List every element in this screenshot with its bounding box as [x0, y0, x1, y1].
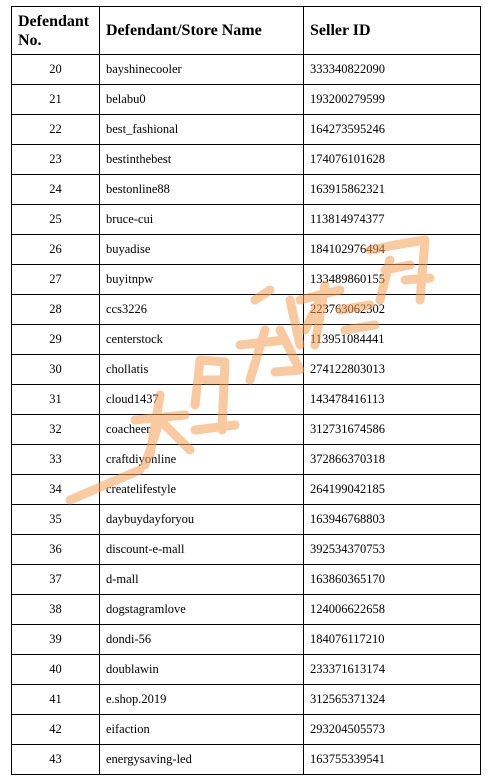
defendant-no-cell: 42	[12, 715, 100, 745]
seller-id-cell: 333340822090	[304, 55, 481, 85]
seller-id-cell: 312731674586	[304, 415, 481, 445]
table-row	[12, 715, 481, 745]
seller-id-cell: 184076117210	[304, 625, 481, 655]
defendant-no-cell: 25	[12, 205, 100, 235]
store-name-cell: bestonline88	[100, 175, 304, 205]
store-name-cell: craftdiyonline	[100, 445, 304, 475]
store-name-cell: discount-e-mall	[100, 535, 304, 565]
seller-id-cell: 392534370753	[304, 535, 481, 565]
table-row	[12, 265, 481, 295]
store-name-cell: coacheer	[100, 415, 304, 445]
table-row	[12, 685, 481, 715]
store-name-cell: belabu0	[100, 85, 304, 115]
defendant-no-cell: 40	[12, 655, 100, 685]
store-name-cell: doublawin	[100, 655, 304, 685]
store-name-cell: ccs3226	[100, 295, 304, 325]
table-row	[12, 385, 481, 415]
seller-id-cell: 274122803013	[304, 355, 481, 385]
defendant-no-cell: 35	[12, 505, 100, 535]
table-row	[12, 415, 481, 445]
defendant-no-cell: 26	[12, 235, 100, 265]
defendant-no-cell: 36	[12, 535, 100, 565]
seller-id-cell: 174076101628	[304, 145, 481, 175]
seller-id-cell: 293204505573	[304, 715, 481, 745]
table-body	[12, 55, 481, 775]
store-name-cell: dogstagramlove	[100, 595, 304, 625]
defendant-table-container	[11, 6, 480, 775]
store-name-cell: best_fashional	[100, 115, 304, 145]
defendant-no-cell: 43	[12, 745, 100, 775]
defendant-no-cell: 41	[12, 685, 100, 715]
store-name-cell: centerstock	[100, 325, 304, 355]
table-row	[12, 295, 481, 325]
store-name-cell: bayshinecooler	[100, 55, 304, 85]
header-store-name: Defendant/Store Name	[100, 7, 304, 55]
defendant-no-cell: 23	[12, 145, 100, 175]
seller-id-cell: 164273595246	[304, 115, 481, 145]
table-row	[12, 55, 481, 85]
seller-id-cell: 233371613174	[304, 655, 481, 685]
seller-id-cell: 193200279599	[304, 85, 481, 115]
table-row	[12, 745, 481, 775]
defendant-no-cell: 27	[12, 265, 100, 295]
seller-id-cell: 223763062302	[304, 295, 481, 325]
seller-id-cell: 163915862321	[304, 175, 481, 205]
table-row	[12, 655, 481, 685]
table-row	[12, 625, 481, 655]
store-name-cell: e.shop.2019	[100, 685, 304, 715]
table-row	[12, 445, 481, 475]
seller-id-cell: 143478416113	[304, 385, 481, 415]
defendant-no-cell: 38	[12, 595, 100, 625]
table-row	[12, 235, 481, 265]
store-name-cell: bestinthebest	[100, 145, 304, 175]
header-row	[12, 7, 481, 55]
table-row	[12, 325, 481, 355]
defendant-no-cell: 22	[12, 115, 100, 145]
store-name-cell: chollatis	[100, 355, 304, 385]
header-seller-id: Seller ID	[304, 7, 481, 55]
store-name-cell: dondi-56	[100, 625, 304, 655]
defendant-table	[11, 6, 481, 775]
defendant-no-cell: 33	[12, 445, 100, 475]
seller-id-cell: 163946768803	[304, 505, 481, 535]
table-row	[12, 505, 481, 535]
table-row	[12, 115, 481, 145]
store-name-cell: bruce-cui	[100, 205, 304, 235]
defendant-no-cell: 32	[12, 415, 100, 445]
seller-id-cell: 163755339541	[304, 745, 481, 775]
table-row	[12, 175, 481, 205]
table-row	[12, 475, 481, 505]
defendant-no-cell: 34	[12, 475, 100, 505]
store-name-cell: cloud1437	[100, 385, 304, 415]
seller-id-cell: 113951084441	[304, 325, 481, 355]
store-name-cell: buyadise	[100, 235, 304, 265]
store-name-cell: eifaction	[100, 715, 304, 745]
seller-id-cell: 133489860155	[304, 265, 481, 295]
store-name-cell: daybuydayforyou	[100, 505, 304, 535]
defendant-no-cell: 31	[12, 385, 100, 415]
defendant-no-cell: 37	[12, 565, 100, 595]
defendant-no-cell: 30	[12, 355, 100, 385]
defendant-no-cell: 21	[12, 85, 100, 115]
table-row	[12, 205, 481, 235]
defendant-no-cell: 29	[12, 325, 100, 355]
store-name-cell: d-mall	[100, 565, 304, 595]
header-defendant-no: Defendant No.	[12, 7, 100, 55]
seller-id-cell: 372866370318	[304, 445, 481, 475]
store-name-cell: createlifestyle	[100, 475, 304, 505]
table-row	[12, 85, 481, 115]
seller-id-cell: 312565371324	[304, 685, 481, 715]
defendant-no-cell: 39	[12, 625, 100, 655]
defendant-no-cell: 28	[12, 295, 100, 325]
table-row	[12, 145, 481, 175]
table-row	[12, 355, 481, 385]
seller-id-cell: 113814974377	[304, 205, 481, 235]
defendant-no-cell: 24	[12, 175, 100, 205]
table-row	[12, 595, 481, 625]
table-row	[12, 565, 481, 595]
seller-id-cell: 264199042185	[304, 475, 481, 505]
seller-id-cell: 124006622658	[304, 595, 481, 625]
table-row	[12, 535, 481, 565]
store-name-cell: buyitnpw	[100, 265, 304, 295]
defendant-no-cell: 20	[12, 55, 100, 85]
seller-id-cell: 184102976494	[304, 235, 481, 265]
seller-id-cell: 163860365170	[304, 565, 481, 595]
store-name-cell: energysaving-led	[100, 745, 304, 775]
